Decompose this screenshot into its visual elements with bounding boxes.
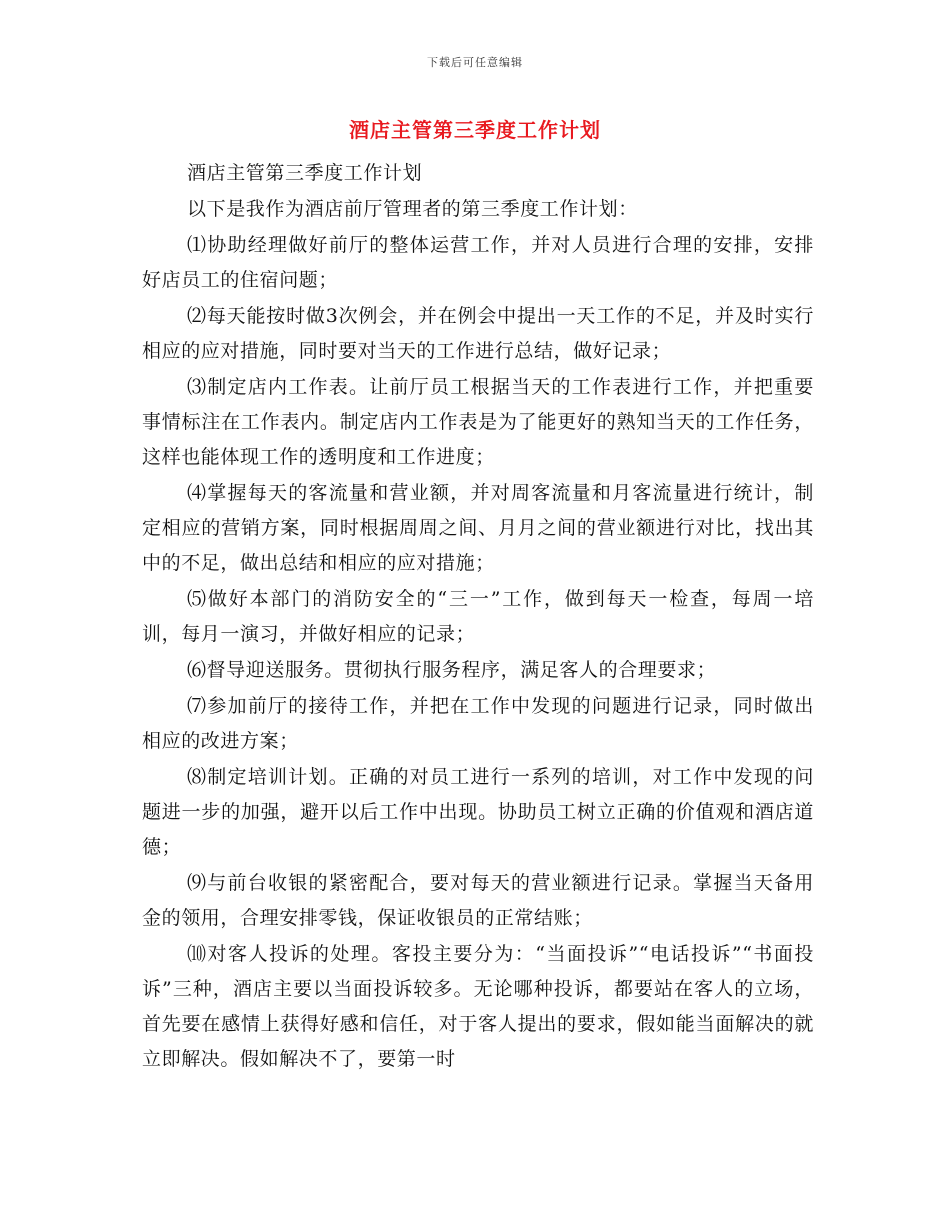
document-body (142, 156, 814, 1078)
paragraph-item-6: ⑹督导迎送服务。贯彻执行服务程序，满足客人的合理要求； (187, 659, 717, 681)
paragraph-subtitle: 酒店主管第三季度工作计划 (187, 162, 423, 184)
paragraph-item-3: ⑶制定店内工作表。让前厅员工根据当天的工作表进行工作，并把重要事情标注在工作表内。制定店内工作表是为了能更好的熟知当天的工作任务，这样也能体现工作的透明度和工作进度； (142, 376, 814, 468)
paragraph-item-9: ⑼与前台收银的紧密配合，要对每天的营业额进行记录。掌握当天备用金的领用，合理安排零钱，保证收银员的正常结账； (142, 872, 814, 929)
paragraph-item-8: ⑻制定培训计划。正确的对员工进行一系列的培训，对工作中发现的问题进一步的加强，避开以后工作中出现。协助员工树立正确的价值观和酒店道德； (142, 766, 814, 858)
paragraph-item-2: ⑵每天能按时做3次例会，并在例会中提出一天工作的不足，并及时实行相应的应对措施，同时要对当天的工作进行总结，做好记录； (142, 305, 814, 362)
document-title: 酒店主管第三季度工作计划 (349, 118, 601, 142)
paragraph-item-1: ⑴协助经理做好前厅的整体运营工作，并对人员进行合理的安排，安排好店员工的住宿问题； (142, 234, 814, 291)
header-note: 下载后可任意编辑 (427, 56, 523, 69)
paragraph-item-5: ⑸做好本部门的消防安全的“三一”工作，做到每天一检查，每周一培训，每月一演习，并做好相应的记录； (142, 588, 814, 645)
paragraph-intro: 以下是我作为酒店前厅管理者的第三季度工作计划： (187, 198, 638, 220)
paragraph-item-7: ⑺参加前厅的接待工作，并把在工作中发现的问题进行记录，同时做出相应的改进方案； (142, 695, 814, 752)
paragraph-item-4: ⑷掌握每天的客流量和营业额，并对周客流量和月客流量进行统计，制定相应的营销方案，同时根据周周之间、月月之间的营业额进行对比，找出其中的不足，做出总结和相应的应对措施； (142, 482, 814, 574)
paragraph-item-10: ⑽对客人投诉的处理。客投主要分为：“当面投诉”“电话投诉”“书面投诉”三种，酒店主要以当面投诉较多。无论哪种投诉，都要站在客人的立场，首先要在感情上获得好感和信任，对于客人提出的要求，假如能当面解决的就立即解决。假如解决不了，要第一时 (142, 943, 814, 1070)
